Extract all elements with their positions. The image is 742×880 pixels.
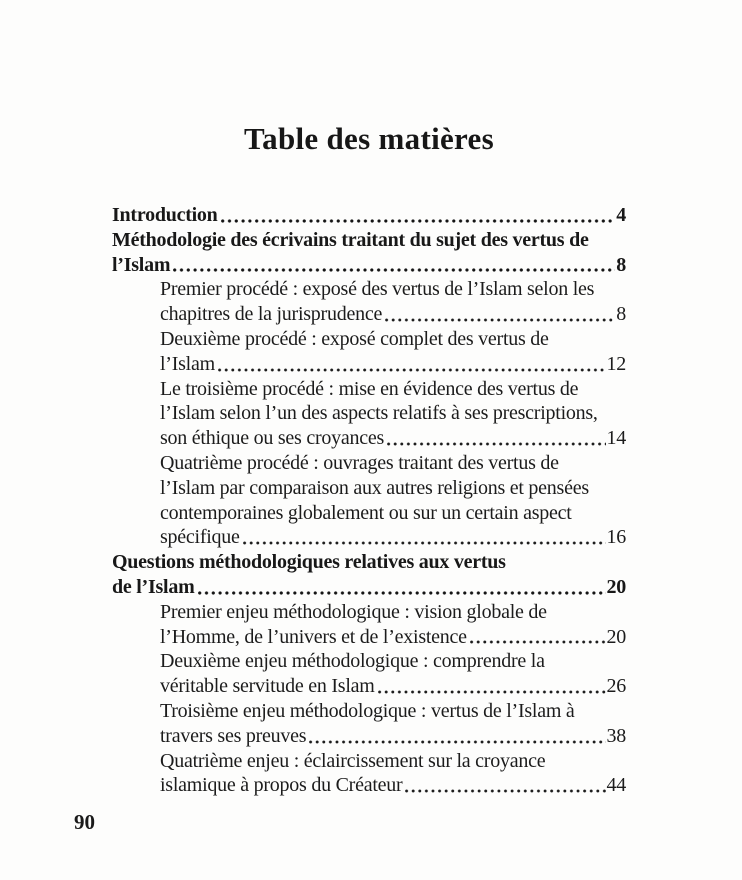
dot-leader — [405, 789, 605, 793]
toc-line — [160, 625, 626, 650]
toc-line-text: contemporaines globalement ou sur un certain aspect — [160, 501, 572, 524]
toc-line — [160, 426, 626, 451]
toc-entry — [112, 749, 626, 799]
toc-entry — [112, 327, 626, 377]
toc-line — [160, 525, 626, 550]
toc-line-text: travers ses preuves — [160, 724, 307, 747]
toc-line-text: l’Islam selon l’un des aspects relatifs à ses prescriptions, — [160, 402, 598, 425]
toc-entry — [112, 277, 626, 327]
toc-line-text: l’Islam — [160, 352, 215, 375]
toc-page-ref: 26 — [606, 675, 626, 698]
dot-leader — [243, 541, 606, 545]
toc-line — [112, 253, 626, 278]
toc-page-ref: 4 — [616, 204, 626, 226]
toc-line-text: Quatrième procédé : ouvrages traitant des vertus de — [160, 451, 559, 474]
toc-line — [112, 203, 626, 228]
toc-entry — [112, 649, 626, 699]
toc-line-text: Introduction — [112, 204, 218, 226]
toc-line — [160, 377, 626, 402]
toc-page-ref: 20 — [606, 575, 626, 598]
toc-line-text: Deuxième enjeu méthodologique : comprendre la — [160, 650, 545, 673]
toc-line — [160, 352, 626, 377]
toc-page-ref: 44 — [606, 774, 626, 797]
dot-leader — [387, 442, 605, 446]
page-title: Table des matières — [244, 121, 494, 156]
toc-page-ref: 16 — [606, 526, 626, 549]
page-number: 90 — [74, 810, 95, 834]
dot-leader — [173, 268, 615, 272]
toc-line — [160, 724, 626, 749]
toc-line-text: Premier enjeu méthodologique : vision globale de — [160, 600, 547, 623]
toc-line — [160, 476, 626, 501]
toc-line-text: de l’Islam — [112, 575, 195, 598]
toc-line-text: Troisième enjeu méthodologique : vertus de l’Islam à — [160, 699, 575, 722]
toc-line-text: l’Islam — [112, 253, 171, 276]
toc-line — [112, 575, 626, 600]
toc-line — [160, 773, 626, 798]
dot-leader — [218, 368, 606, 372]
toc-line-text: son éthique ou ses croyances — [160, 427, 385, 450]
toc-page-ref: 8 — [616, 303, 626, 326]
toc-line-text: chapitres de la jurisprudence — [160, 303, 383, 326]
dot-leader — [309, 740, 605, 744]
toc-page-ref: 8 — [616, 253, 626, 276]
toc-page-ref: 12 — [606, 352, 626, 375]
toc-line — [112, 550, 626, 575]
toc-entry — [112, 228, 626, 278]
dot-leader — [385, 318, 615, 322]
toc-line-text: véritable servitude en Islam — [160, 675, 375, 698]
toc-entry — [112, 699, 626, 749]
toc-line-text: l’Homme, de l’univers et de l’existence — [160, 625, 467, 648]
toc-line-text: Quatrième enjeu : éclaircissement sur la croyance — [160, 749, 546, 772]
toc-entry — [112, 377, 626, 451]
toc-line-text: Deuxième procédé : exposé complet des vertus de — [160, 327, 549, 350]
toc-line — [160, 649, 626, 674]
toc-line — [160, 501, 626, 526]
toc-line-text: Le troisième procédé : mise en évidence des vertus de — [160, 377, 579, 400]
toc-line — [160, 451, 626, 476]
toc-line-text: Questions méthodologiques relatives aux vertus — [112, 551, 506, 574]
toc-entry — [112, 451, 626, 550]
table-of-contents — [112, 203, 626, 798]
toc-line — [160, 401, 626, 426]
toc-page-ref: 14 — [606, 427, 626, 450]
toc-entry — [112, 203, 626, 228]
dot-leader — [378, 690, 606, 694]
toc-line — [160, 327, 626, 352]
toc-line — [160, 302, 626, 327]
dot-leader — [470, 640, 606, 644]
toc-line — [160, 600, 626, 625]
toc-page-ref: 38 — [606, 724, 626, 747]
toc-line-text: l’Islam par comparaison aux autres religions et pensées — [160, 476, 589, 499]
toc-line — [160, 699, 626, 724]
toc-line-text: spécifique — [160, 526, 240, 549]
toc-line-text: islamique à propos du Créateur — [160, 774, 403, 797]
toc-line-text: Premier procédé : exposé des vertus de l’Islam selon les — [160, 278, 595, 301]
toc-entry — [112, 550, 626, 600]
toc-entry — [112, 600, 626, 650]
toc-line — [160, 749, 626, 774]
toc-line — [160, 674, 626, 699]
dot-leader — [221, 219, 616, 223]
toc-line — [160, 277, 626, 302]
toc-line — [112, 228, 626, 253]
dot-leader — [198, 591, 606, 595]
toc-page-ref: 20 — [606, 625, 626, 648]
toc-line-text: Méthodologie des écrivains traitant du sujet des vertus de — [112, 228, 589, 251]
